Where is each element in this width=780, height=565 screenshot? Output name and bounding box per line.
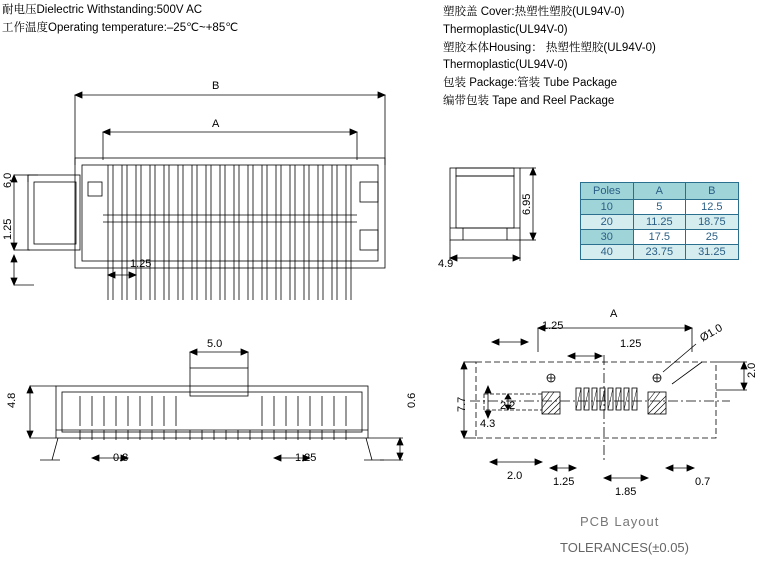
poles-dimension-table xyxy=(580,182,739,260)
pcb-dim-A-label: A xyxy=(610,308,618,320)
header-left-block xyxy=(2,2,238,38)
col-b: B xyxy=(686,183,739,200)
top-view-drawing xyxy=(0,70,440,300)
dim-A-label: A xyxy=(212,118,220,130)
cell-b: 31.25 xyxy=(686,245,739,260)
dim-1-25-bottom-label: 1.25 xyxy=(130,258,152,270)
pcb-dim-1-25-a-label: 1.25 xyxy=(542,320,564,332)
dim-1-25-left-label: 1.25 xyxy=(2,218,14,240)
dim-4-8-label: 4.8 xyxy=(6,392,18,408)
pcb-dim-1-25-bottom-label: 1.25 xyxy=(553,476,575,488)
cover-thermoplastic-text: Thermoplastic(UL94V-0) xyxy=(443,23,568,36)
cell-a: 23.75 xyxy=(633,245,686,260)
col-a: A xyxy=(633,183,686,200)
cell-a: 17.5 xyxy=(633,230,686,245)
operating-temperature-text: 工作温度Operating temperature:–25℃~+85℃ xyxy=(2,21,239,34)
side-view-drawing xyxy=(430,150,560,275)
package-tube-text: 包装 Package:管装 Tube Package xyxy=(443,77,618,90)
pcb-dim-7-7-label: 7.7 xyxy=(456,396,468,412)
pcb-dim-phi-label: Ø1.0 xyxy=(698,322,725,345)
tolerances-label: TOLERANCES(±0.05) xyxy=(560,540,689,555)
housing-thermoplastic-text: Thermoplastic(UL94V-0) xyxy=(443,59,568,72)
dim-4-9-label: 4.9 xyxy=(438,258,454,270)
table-row xyxy=(581,245,739,260)
table-row xyxy=(581,215,739,230)
cell-poles: 20 xyxy=(581,215,634,230)
cover-material-text: 塑胶盖 Cover:热塑性塑胶(UL94V-0) xyxy=(443,6,625,18)
pcb-dim-4-3-label: 4.3 xyxy=(480,418,496,430)
pcb-dim-2-0-left-label: 2.0 xyxy=(507,470,523,482)
dim-6-95-label: 6.95 xyxy=(521,193,533,215)
pcb-dim-0-7-label: 0.7 xyxy=(695,476,711,488)
dim-0-8-label: 0.8 xyxy=(113,452,129,464)
dim-B-label: B xyxy=(212,80,220,92)
dim-0-6-label: 0.6 xyxy=(406,392,418,408)
pcb-dim-1-85-label: 1.85 xyxy=(615,486,637,498)
cell-b: 18.75 xyxy=(686,215,739,230)
pcb-layout-title: PCB Layout xyxy=(580,514,660,529)
dim-5-0-label: 5.0 xyxy=(207,338,223,350)
dim-1-25-front-label: 1.25 xyxy=(295,452,317,464)
table-row xyxy=(581,200,739,215)
cell-a: 11.25 xyxy=(633,215,686,230)
pcb-dim-2-2-label: 2.2 xyxy=(500,400,516,412)
dielectric-withstanding-text: 耐电压Dielectric Withstanding:500V AC xyxy=(2,4,203,16)
cell-b: 25 xyxy=(686,230,739,245)
pcb-dim-2-0-right-label: 2.0 xyxy=(746,362,758,378)
cell-b: 12.5 xyxy=(686,200,739,215)
spec-table xyxy=(580,182,739,260)
cell-poles: 10 xyxy=(581,200,634,215)
package-tape-reel-text: 编带包装 Tape and Reel Package xyxy=(443,95,615,108)
cell-poles: 30 xyxy=(581,230,634,245)
col-poles: Poles xyxy=(581,183,634,200)
cell-poles: 40 xyxy=(581,245,634,260)
housing-material-text: 塑胶本体Housing： 热塑性塑胶(UL94V-0) xyxy=(443,41,656,54)
front-view-drawing xyxy=(0,330,440,490)
pcb-dim-1-25-b-label: 1.25 xyxy=(620,338,642,350)
cell-a: 5 xyxy=(633,200,686,215)
dim-6-0-label: 6.0 xyxy=(2,172,14,188)
header-right-block xyxy=(443,4,656,111)
table-header-row xyxy=(581,183,739,200)
table-row xyxy=(581,230,739,245)
